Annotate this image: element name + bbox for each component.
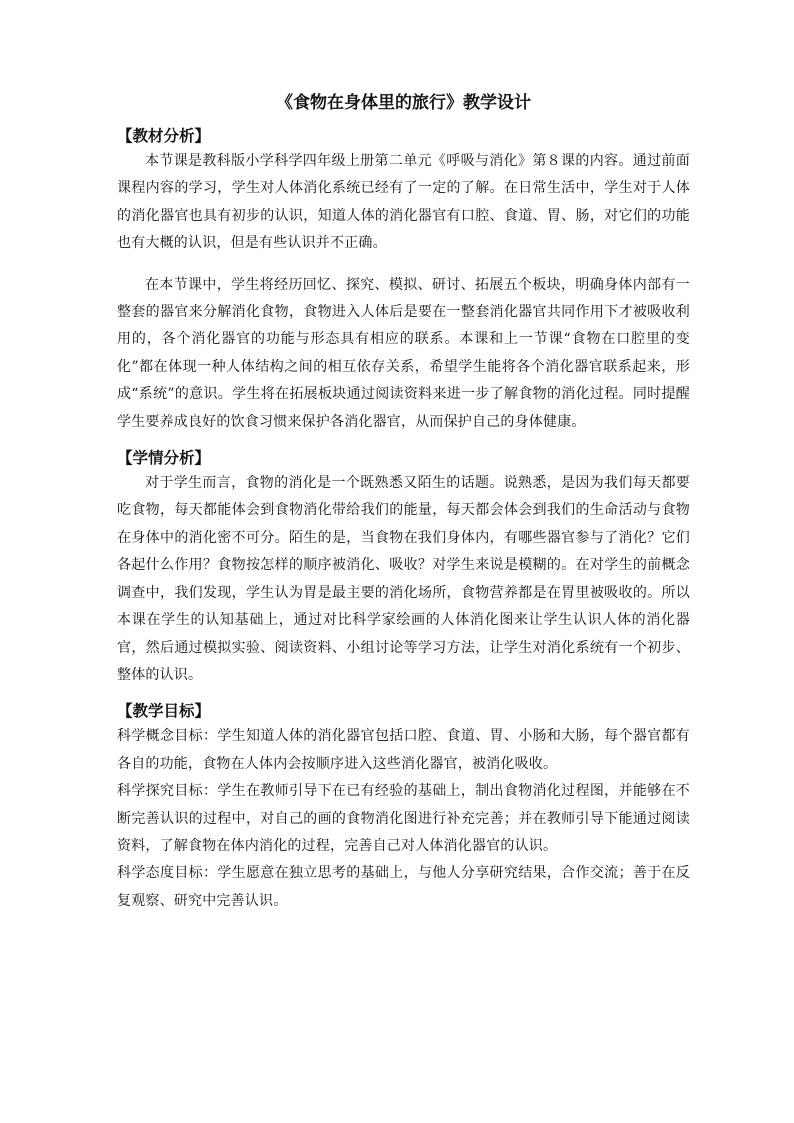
section-heading-learner-analysis: 【学情分析】 (117, 449, 211, 468)
section-heading-textbook-analysis: 【教材分析】 (117, 127, 211, 145)
paragraph-textbook-analysis-1: 本节课是教科版小学科学四年级上册第二单元《呼吸与消化》第８课的内容。通过前面课程内容的学习，学生对人体消化系统已经有了一定的了解。在日常生活中，学生对于人体的消化器官也具有初步的认识，知道人体的消化器官有口腔、食道、胃、肠，对它们的功能也有大概的认识，但是有些认识并不正确。 (117, 153, 690, 252)
paragraph-textbook-analysis-2: 在本节课中，学生将经历回忆、探究、模拟、研讨、拓展五个板块，明确身体内部有一整套的器官来分解消化食物，食物进入人体后是要在一整套消化器官共同作用下才被吸收利用的，各个消化器官的功能与形态具有相应的联系。本课和上一节课“食物在口腔里的变化”都在体现一种人体结构之间的相互依存关系，希望学生能将各个消化器官联系起来，形成“系统”的意识。学生将在拓展板块通过阅读资料来进一步了解食物的消化过程。同时提醒学生要养成良好的饮食习惯来保护各消化器官，从而保护自己的身体健康。 (117, 276, 690, 430)
paragraph-learner-analysis-1: 对于学生而言，食物的消化是一个既熟悉又陌生的话题。说熟悉，是因为我们每天都要吃食物，每天都能体会到食物消化带给我们的能量，每天都会体会到我们的生命活动与食物在身体中的消化密不可分。陌生的是，当食物在我们身体内，有哪些器官参与了消化？它们各起什么作用？食物按怎样的顺序被消化、吸收？对学生来说是模糊的。在对学生的前概念调查中，我们发现，学生认为胃是最主要的消化场所，食物营养都是在胃里被吸收的。所以本课在学生的认知基础上，通过对比科学家绘画的人体消化图来让学生认识人体的消化器官，然后通过模拟实验、阅读资料、小组讨论等学习方法，让学生对消化系统有一个初步、整体的认识。 (117, 475, 690, 683)
paragraph-objective-concept: 科学概念目标：学生知道人体的消化器官包括口腔、食道、胃、小肠和大肠，每个器官都有各自的功能，食物在人体内会按顺序进入这些消化器官，被消化吸收。 (117, 728, 690, 772)
paragraph-objective-inquiry: 科学探究目标：学生在教师引导下在已有经验的基础上，制出食物消化过程图，并能够在不断完善认识的过程中，对自己的画的食物消化图进行补充完善；并在教师引导下能通过阅读资料，了解食物在体内消化的过程，完善自己对人体消化器官的认识。 (117, 783, 690, 854)
document-title: 《食物在身体里的旅行》教学设计 (276, 93, 531, 113)
section-heading-teaching-objectives: 【教学目标】 (117, 702, 211, 721)
paragraph-objective-attitude: 科学态度目标：学生愿意在独立思考的基础上，与他人分享研究结果，合作交流；善于在反复观察、研究中完善认识。 (117, 865, 690, 909)
